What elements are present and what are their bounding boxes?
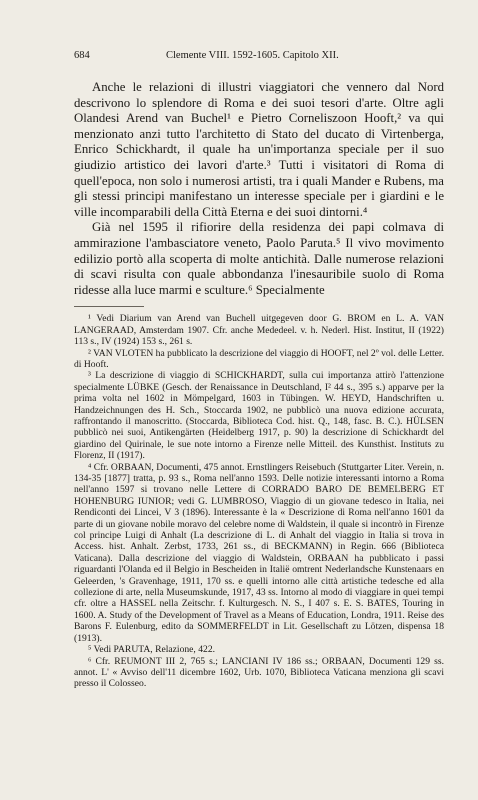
footnote: ² VAN VLOTEN ha pubblicato la descrizione del viaggio di HOOFT, nel 2º vol. delle Letter. di Hooft. <box>74 347 444 370</box>
body-text <box>74 80 444 298</box>
running-title: Clemente VIII. 1592-1605. Capitolo XII. <box>166 50 339 61</box>
footnote: ⁵ Vedi PARUTA, Relazione, 422. <box>88 644 216 656</box>
page-number: 684 <box>74 50 90 61</box>
footnote: ¹ Vedi Diarium van Arend van Buchell uitgegeven door G. BROM en L. A. VAN LANGERAAD, Amsterdam 1907. Cfr. anche Mededeel. v. h. Nederl. Hist. Institut, II (1922) 113 s., IV (1924) 153 s., 261 s. <box>74 313 444 348</box>
footnote-rule <box>74 306 144 307</box>
paragraph: Già nel 1595 il rifiorire della residenza dei papi colmava di ammirazione l'ambasciatore veneto, Paolo Paruta.⁵ Il vivo movimento edilizio portò alla scoperta di molte antichità. Dalle numerose relazioni di scavi risulta con quale abbondanza l'inesauribile suolo di Roma ridesse alla luce marmi e sculture.⁶ Specialmente <box>74 220 444 297</box>
footnote: ³ La descrizione di viaggio di SCHICKHARDT, sulla cui importanza attirò l'attenzione specialmente LÜBKE (Gesch. der Renaissance in Deutschland, I² 44 s., 395 s.) apparve per la prima volta nel 1602 in Mömpelgard, 1603 in Tübingen. W. HEYD, Handschriften u. Handzeichnungen des H. Sch., Stoccarda 1902, ne pubblicò una nuova edizione accurata, raffrontando il manoscritto. (Stoccarda, Biblioteca Cod. hist. Q., 148, fasc. B. C.). HÜLSEN pubblicò nei suoi, Antikengärten (Heidelberg 1917, p. 90) la descrizione di Schickhardt del giardino del Quirinale, le sue note intorno a Firenze nelle Mitteil. des Kunsthist. Instituts zu Florenz, II (1917). <box>74 370 444 462</box>
footnotes <box>74 313 444 689</box>
paragraph: Anche le relazioni di illustri viaggiatori che vennero dal Nord descrivono lo splendore di Roma e dei suoi tesori d'arte. Oltre agli Olandesi Arend van Buchel¹ e Pietro Corneliszoon Hooft,² va qui menzionato anzi tutto l'architetto di Stato del ducato di Virtenberga, Enrico Schickhardt, il quale ha un'importanza speciale per il suo giudizio artistico dei lavori d'arte.³ Tutti i visitatori di Roma di quell'epoca, non solo i numerosi artisti, tra i quali Mander e Rubens, ma gli stessi principi manifestano un interesse speciale per i giardini e le ville incomparabili della Città Eterna e dei suoi dintorni.⁴ <box>74 80 444 219</box>
footnote: ⁴ Cfr. ORBAAN, Documenti, 475 annot. Ernstlingers Reisebuch (Stuttgarter Liter. Verein, n. 134-35 [1877] tratta, p. 93 s., Roma nell'anno 1593. Delle notizie interessanti intorno a Roma nell'anno 1597 si trovano nelle Lettere di CORRADO BARO DE BEMELBERG ET HOHENBURG IUNIOR; vedi G. LUMBROSO, Viaggio di un giovane tedesco in Italia, nei Rendiconti dei Lincei, V 3 (1896). Interessante è la « Descrizione di Roma nell'anno 1601 da parte di un giovane nobile moravo del celebre nome di Waldstein, il quale si incontrò in Firenze col principe Luigi di Anhalt (La descrizione di L. di Anhalt del viaggio in Italia si trova in Access. hist. Anhalt. Zerbst, 1733, 261 ss., di BECKMANN) in Regin. 666 (Biblioteca Vaticana). Dalla descrizione del viaggio di Waldstein, ORBAAN ha pubblicato i passi riguardanti l'Olanda ed il Belgio in Bescheiden in Italië omtrent Nederlandsche Kunstenaars en Geleerden, 's Gravenhage, 1911, 170 ss. e quelli intorno alle città artistiche tedesche ed alla collezione di arte, nella Museumskunde, 1917, 43 ss. Intorno al modo di viaggiare in quei tempi cfr. oltre a HASSEL nella Zeitschr. f. Kulturgesch. N. S., I 407 s. E. S. BATES, Touring in 1600. A. Study of the Development of Travel as a Means of Education, Londra, 1911. Reise des Barons F. Eulenburg, edito da SOMMERFELDT in Lit. Gesellschaft zu Lötzen, dispensa 18 (1913). <box>74 461 444 644</box>
running-head <box>74 50 438 61</box>
footnote: ⁶ Cfr. REUMONT III 2, 765 s.; LANCIANI IV 186 ss.; ORBAAN, Documenti 129 ss. annot. L' « Avviso dell'11 dicembre 1602, Urb. 1070, Biblioteca Vaticana menziona gli scavi presso il Colosseo. <box>74 655 444 690</box>
